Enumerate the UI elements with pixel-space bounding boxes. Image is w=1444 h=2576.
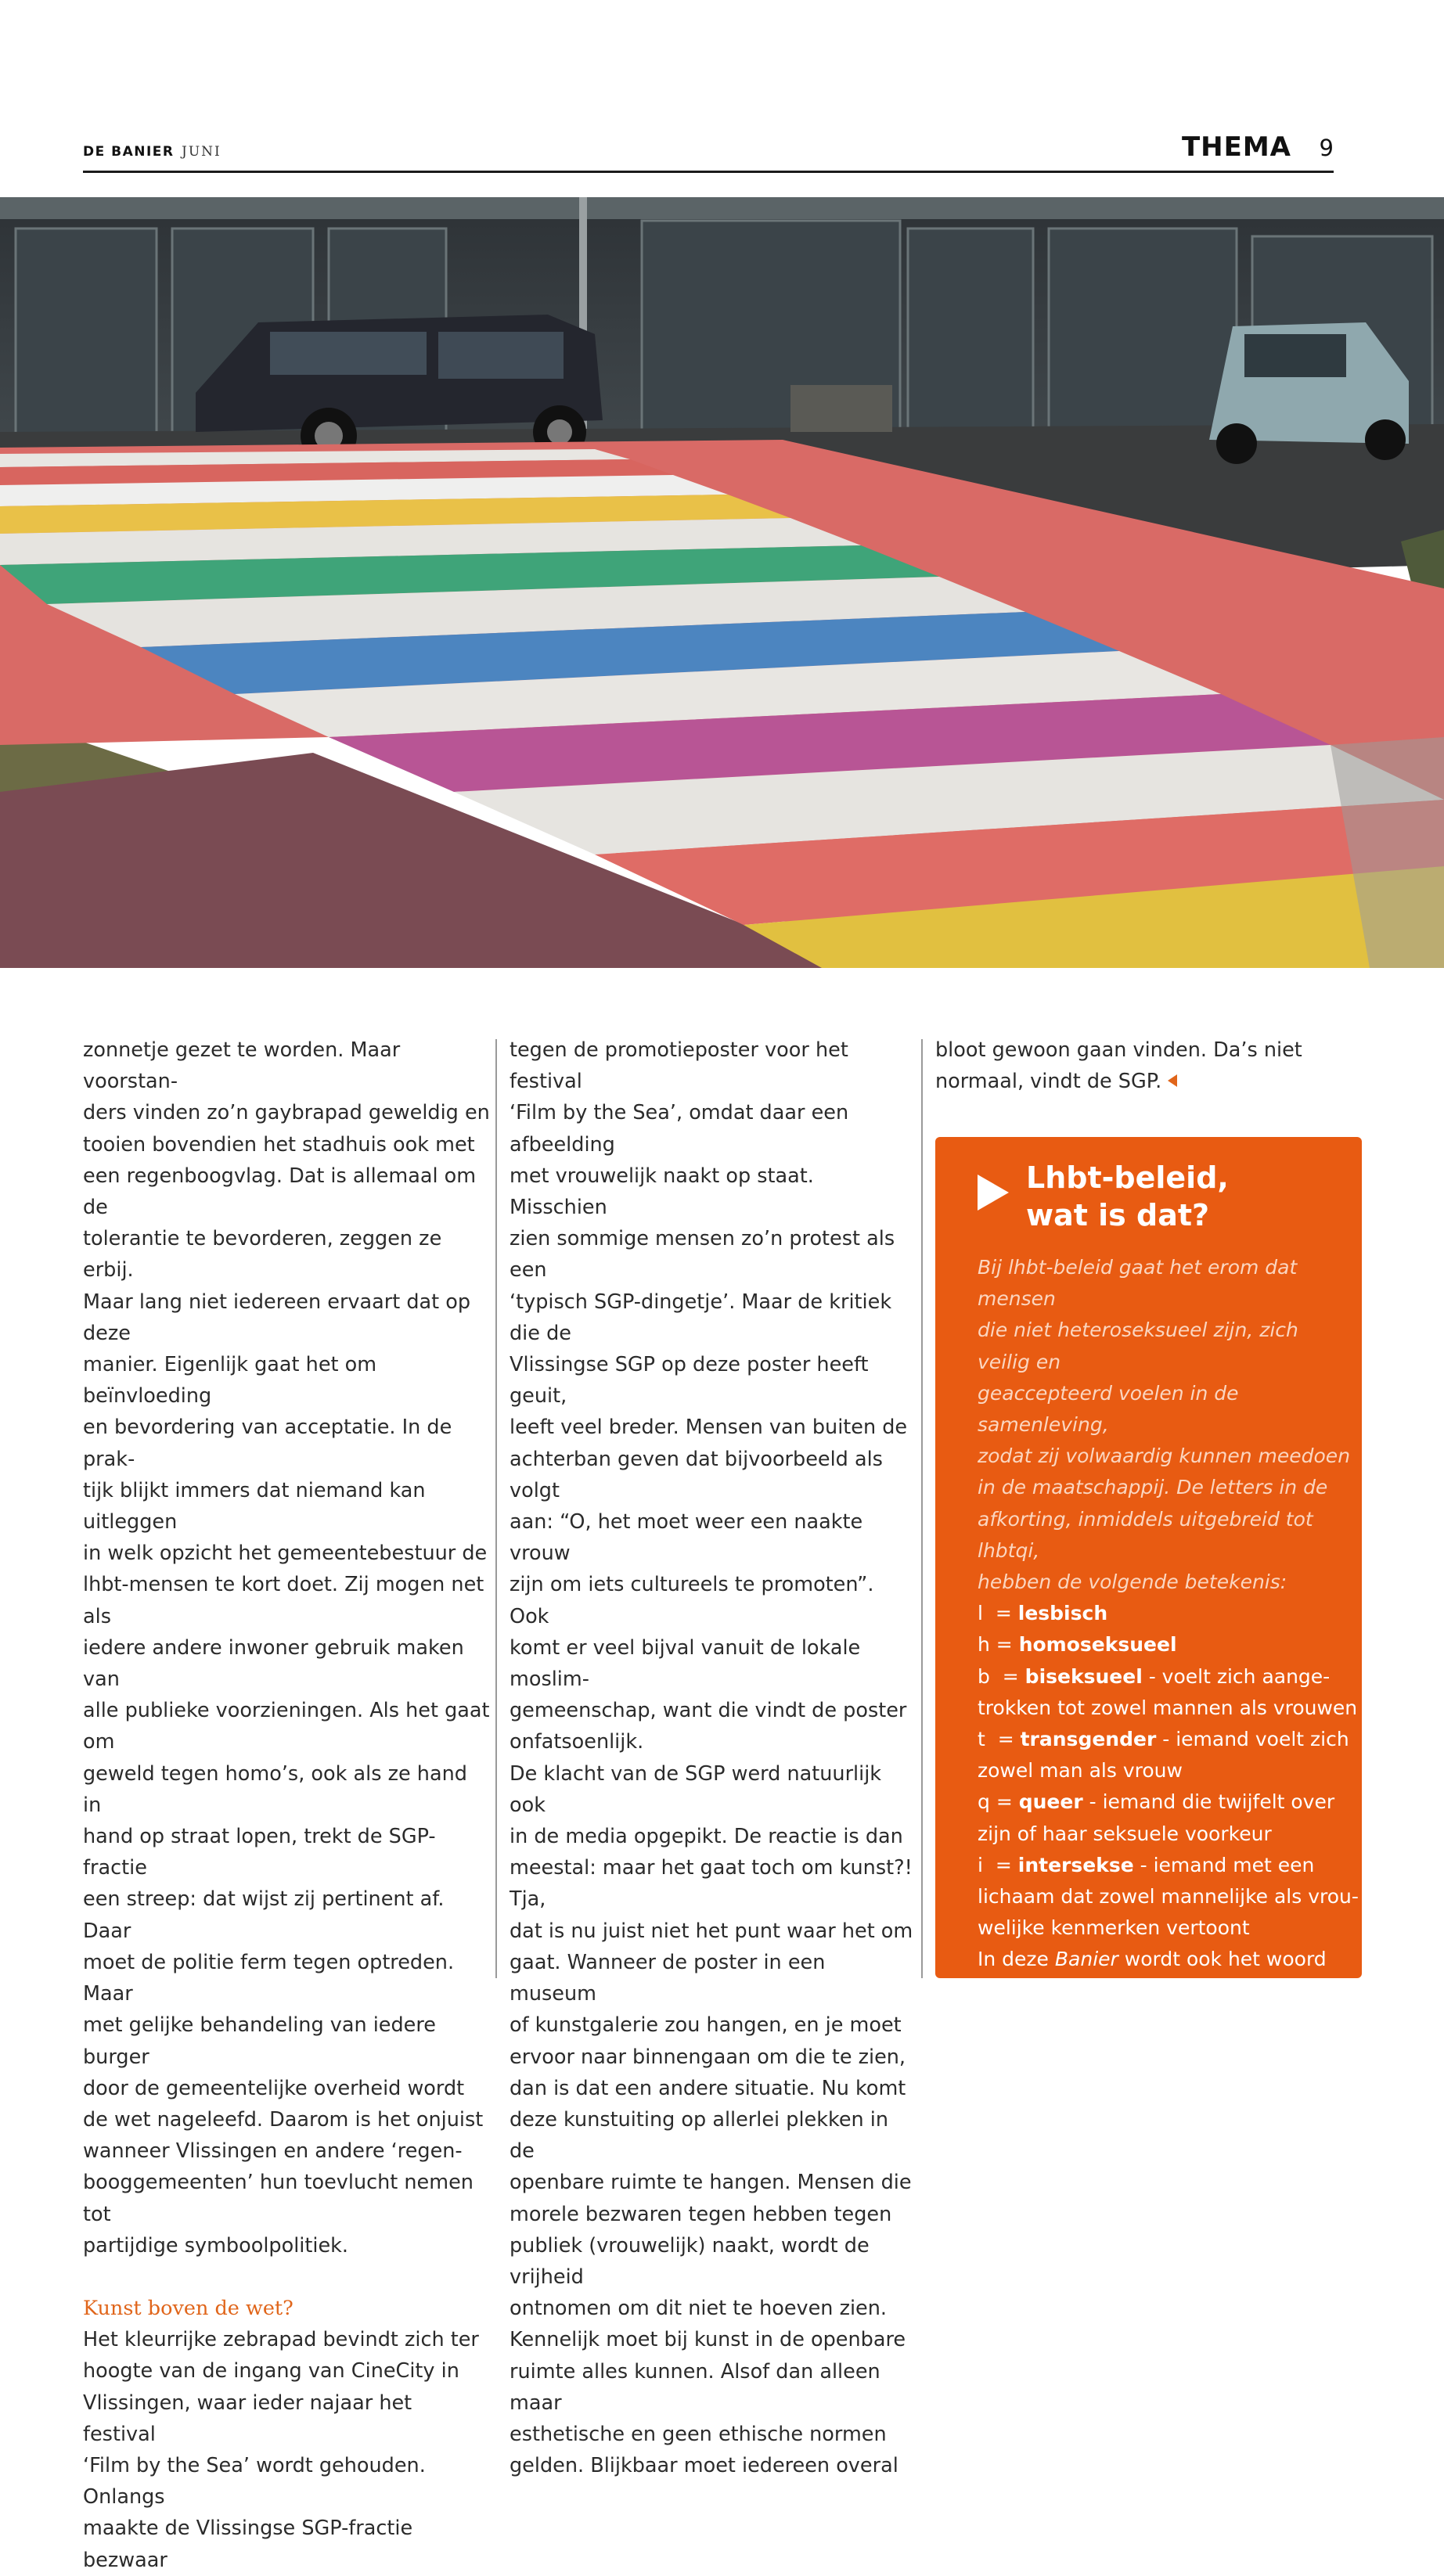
magazine-name: DE BANIER: [83, 144, 175, 160]
info-box-outro: In deze Banier wordt ook het woord: [978, 1948, 1327, 1971]
paragraph: zonnetje gezet te worden. Maar voorstan- ders vinden zo’n gaybrapad geweldig en tooien bovendien het stadhuis ook met een regenboogvlag. Dat is allemaal om de tolerantie te bevorderen, zeggen ze erbij. Maar lang niet iedereen ervaart dat op deze manier. Eigenlijk gaat het om beïnvloeding en bevordering van acceptatie. In de prak- tijk blijkt immers dat niemand kan uitleggen in welk opzicht het gemeentebestuur de lhbt-mensen te kort doet. Zij mogen net als iedere andere inwoner gebruik maken van alle publieke voorzieningen. Als het gaat om geweld tegen homo’s, ook als ze hand in hand op straat lopen, trekt de SGP-fractie een streep: dat wijst zij pertinent af. Daar moet de politie ferm tegen optreden. Maar met gelijke behandeling van iedere burger door de gemeentelijke overheid wordt de wet nageleefd. Daarom is het onjuist wanneer Vlissingen en andere ‘regen- booggemeenten’ hun toevlucht nemen tot partijdige symboolpolitiek.: [83, 1038, 490, 2258]
paragraph: tegen de promotieposter voor het festival ‘Film by the Sea’, omdat daar een afbeelding met vrouwelijk naakt op staat. Misschien zien sommige mensen zo’n protest als een ‘typisch SGP-dingetje’. Maar de kritiek die de Vlissingse SGP op deze poster heeft geuit, leeft veel breder. Mensen van buiten de achterban geven dat bijvoorbeeld als volgt aan: “O, het moet weer een naakte vrouw zijn om iets cultureels te promoten”. Ook komt er veel bijval vanuit de lokale moslim- gemeenschap, want die vindt de poster onfatsoenlijk. De klacht van de SGP werd natuurlijk ook in de media opgepikt. De reactie is dan meestal: maar het gaat toch om kunst?! Tja, dat is nu juist niet het punt waar het om gaat. Wanneer de poster in een museum of kunstgalerie zou hangen, en je moet ervoor naar binnengaan om die te zien, dan is dat een andere situatie. Nu komt deze kunstuiting op allerlei plekken in de openbare ruimte te hangen. Mensen die morele bezwaren tegen hebben tegen publiek (vrouwelijk) naakt, wordt de vrijheid ontnomen om dit niet te hoeven zien. Kennelijk moet bij kunst in de openbare ruimte alles kunnen. Alsof dan alleen maar esthetische en geen ethische normen gelden. Blijkbaar moet iedereen overal: [510, 1038, 913, 2478]
term-entry: b = biseksueel - voelt zich aange-: [978, 1664, 1331, 1688]
rainbow-crosswalk-photo: [0, 197, 1444, 968]
term-entry: h = homoseksueel: [978, 1633, 1177, 1657]
paragraph: Het kleurrijke zebrapad bevindt zich ter hoogte van de ingang van CineCity in Vlissingen, waar ieder najaar het festival ‘Film by the Sea’ wordt gehouden. Onlangs maakte de Vlissingse SGP-fractie bezwaar: [83, 2328, 479, 2572]
play-arrow-icon: [978, 1175, 1009, 1211]
term-entry: q = queer - iemand die twijfelt over: [978, 1790, 1335, 1814]
article-column-1: [83, 1034, 490, 2576]
section-title: THEMA: [1181, 131, 1291, 163]
term-entry: l = lesbisch: [978, 1602, 1108, 1625]
info-box: [935, 1137, 1362, 2066]
info-box-intro: Bij lhbt-beleid gaat het erom dat mensen die niet heteroseksueel zijn, zich veilig en geaccepteerd voelen in de samenleving, zodat zij volwaardig kunnen meedoen in de maatschappij. De letters in de afkorting, inmiddels uitgebreid tot lhbtqi, hebben de volgende betekenis:: [978, 1256, 1351, 1594]
subheading: Kunst boven de wet?: [83, 2296, 293, 2320]
end-of-article-icon: [1168, 1074, 1177, 1087]
column-divider: [921, 1039, 923, 1978]
page-number: 9: [1319, 135, 1334, 161]
issue-month: JUNI: [182, 144, 221, 160]
term-entry: t = transgender - iemand voelt zich: [978, 1728, 1349, 1751]
info-box-title: Lhbt-beleid, wat is dat?: [1026, 1160, 1229, 1232]
article-column-3: [935, 1034, 1342, 1097]
info-box-body: Bij lhbt-beleid gaat het erom dat mensen die niet heteroseksueel zijn, zich veilig en geaccepteerd voelen in de samenleving, zodat zij volwaardig kunnen meedoen in de maatschappij. De letters in de afkorting, inmiddels uitgebreid tot lhbtqi, hebben de volgende betekenis: l = lesbisch h = homoseksueel b = biseksueel - voelt zich aange- trokken tot zowel mannen als vrouwen t = transgender - iemand voelt zich zowel man als vrouw q = queer - iemand die twijfelt over zijn of haar seksuele voorkeur i = intersekse - iemand met een lichaam dat zowel mannelijke als vrou- welijke kenmerken vertoont In deze Banier wordt ook het woord gender gebruikt. Deze term duidt op de sociale of psychische beleving van het geslacht.: [978, 1252, 1353, 2070]
page-header: [83, 131, 1334, 173]
column-divider: [495, 1039, 497, 1978]
article-column-2: [510, 1034, 916, 2481]
paragraph: bloot gewoon gaan vinden. Da’s niet normaal, vindt de SGP.: [935, 1038, 1302, 1094]
term-entry: i = intersekse - iemand met een: [978, 1853, 1315, 1876]
